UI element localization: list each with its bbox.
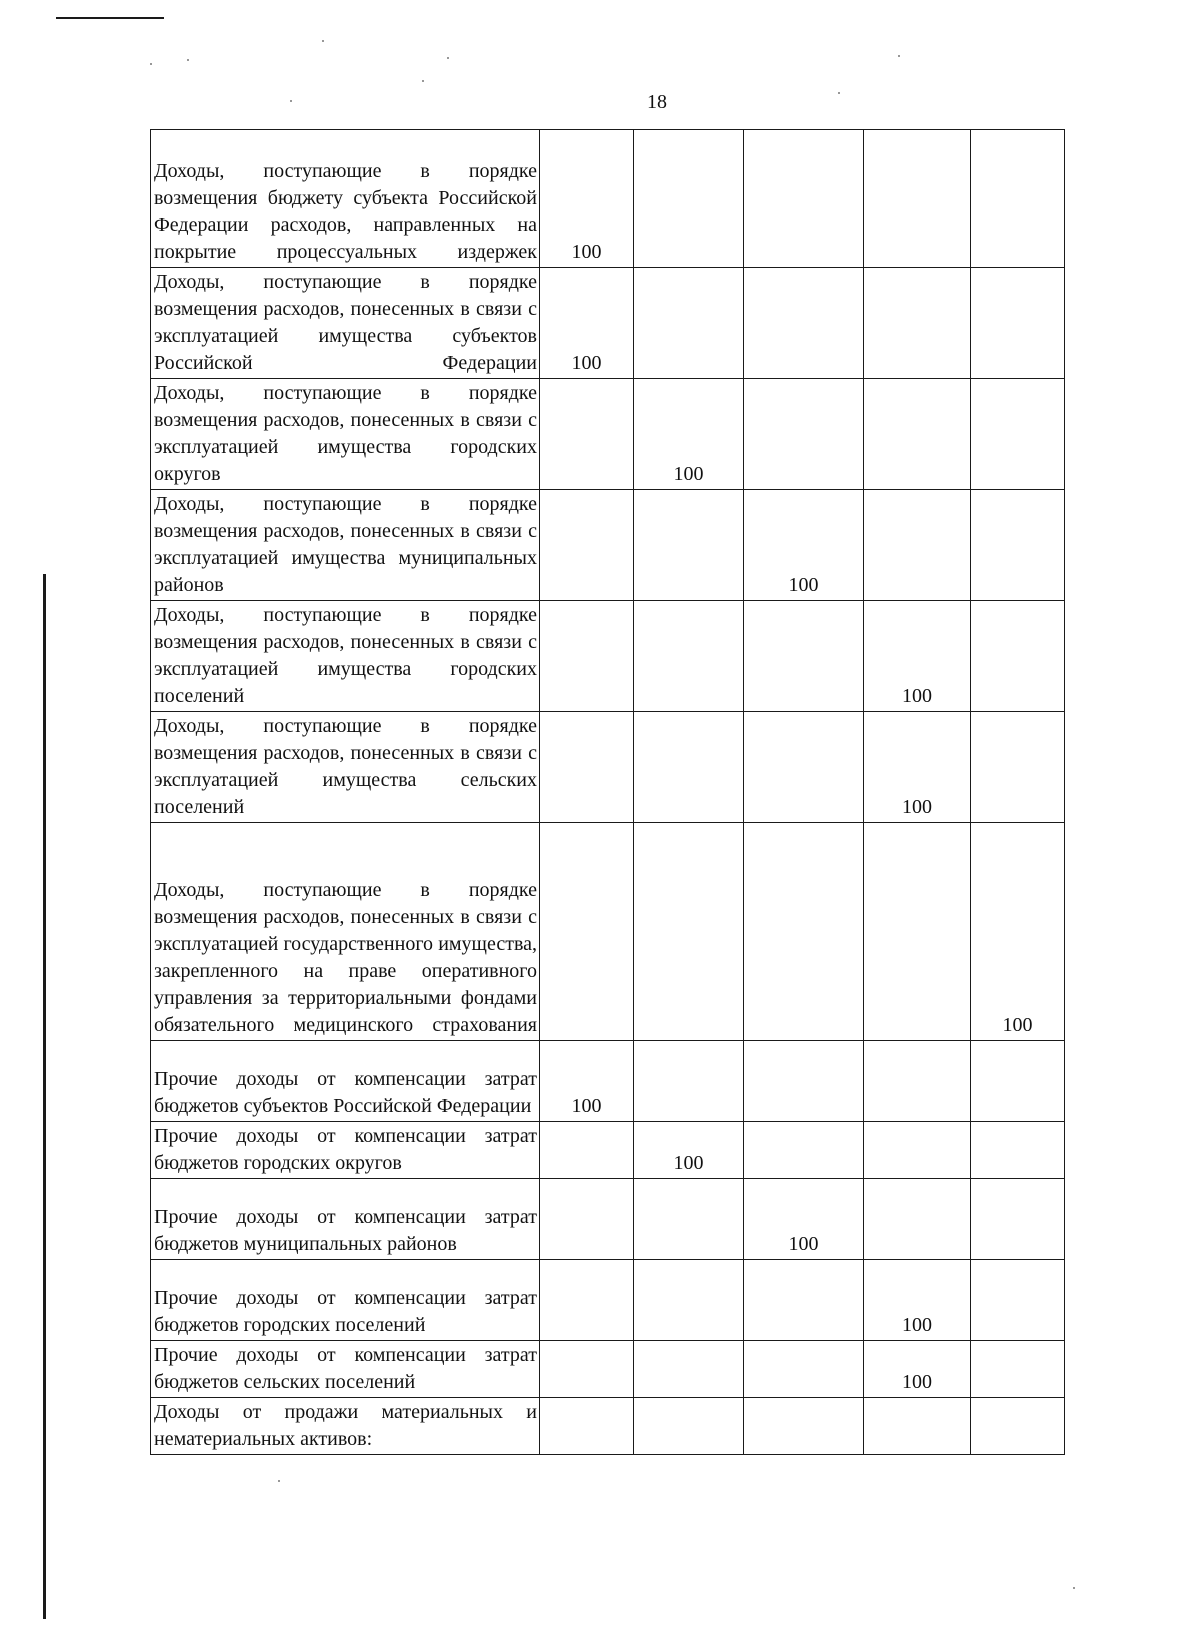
value-cell: [971, 1341, 1065, 1398]
value-cell: [540, 1260, 634, 1341]
scan-speck: [422, 80, 424, 82]
value-cell: [634, 490, 744, 601]
value-cell: [971, 268, 1065, 379]
value-cell: [540, 379, 634, 490]
table-row: [151, 1122, 1065, 1179]
value-cell: [971, 1179, 1065, 1260]
value-cell: 100: [971, 823, 1065, 1041]
value-cell: 100: [634, 379, 744, 490]
value-cell: [864, 1179, 971, 1260]
value-cell: [540, 1122, 634, 1179]
value-cell: 100: [540, 130, 634, 268]
scan-speck: [1073, 1587, 1075, 1589]
value-cell: [864, 823, 971, 1041]
value-cell: [540, 601, 634, 712]
value-cell: 100: [540, 1041, 634, 1122]
value-cell: [864, 1041, 971, 1122]
value-cell: [864, 1122, 971, 1179]
value-cell: [744, 823, 864, 1041]
page-number: 18: [647, 91, 667, 113]
value-cell: [634, 1341, 744, 1398]
row-description: Прочие доходы от компенсации затрат бюджетов муниципальных районов: [151, 1179, 540, 1260]
table-row: [151, 1179, 1065, 1260]
value-cell: [744, 1341, 864, 1398]
table-row: [151, 1260, 1065, 1341]
value-cell: [971, 379, 1065, 490]
value-cell: [744, 130, 864, 268]
value-cell: 100: [864, 712, 971, 823]
row-description: Прочие доходы от компенсации затрат бюджетов городских поселений: [151, 1260, 540, 1341]
table-row: [151, 823, 1065, 1041]
table-row: [151, 712, 1065, 823]
top-rule: [56, 17, 164, 19]
value-cell: [744, 268, 864, 379]
scan-speck: [838, 92, 840, 94]
value-cell: [971, 1398, 1065, 1455]
value-cell: [634, 712, 744, 823]
scan-speck: [150, 63, 152, 65]
value-cell: [971, 601, 1065, 712]
row-description: Прочие доходы от компенсации затрат бюджетов городских округов: [151, 1122, 540, 1179]
value-cell: [864, 490, 971, 601]
scan-speck: [447, 57, 449, 59]
table-row: [151, 1041, 1065, 1122]
row-description: Доходы, поступающие в порядке возмещения расходов, понесенных в связи с эксплуатацией имущества городских поселений: [151, 601, 540, 712]
value-cell: [634, 1179, 744, 1260]
value-cell: [540, 1341, 634, 1398]
table-row: [151, 601, 1065, 712]
value-cell: [540, 712, 634, 823]
value-cell: [864, 268, 971, 379]
row-description: Доходы, поступающие в порядке возмещения бюджету субъекта Российской Федерации расходов, направленных на покрытие процессуальных издержек: [151, 130, 540, 268]
value-cell: [744, 1041, 864, 1122]
value-cell: [634, 601, 744, 712]
value-cell: [540, 490, 634, 601]
scan-speck: [322, 40, 324, 42]
table-row: [151, 130, 1065, 268]
value-cell: [744, 1260, 864, 1341]
table-row: [151, 268, 1065, 379]
value-cell: [540, 823, 634, 1041]
table-row: [151, 1398, 1065, 1455]
value-cell: 100: [744, 1179, 864, 1260]
value-cell: 100: [864, 601, 971, 712]
value-cell: [634, 823, 744, 1041]
row-description: Доходы от продажи материальных и нематериальных активов:: [151, 1398, 540, 1455]
value-cell: [744, 379, 864, 490]
scan-speck: [290, 100, 292, 102]
scan-speck: [898, 55, 900, 57]
value-cell: [864, 130, 971, 268]
table-row: [151, 490, 1065, 601]
row-description: Доходы, поступающие в порядке возмещения расходов, понесенных в связи с эксплуатацией имущества сельских поселений: [151, 712, 540, 823]
table-row: [151, 379, 1065, 490]
value-cell: [634, 1260, 744, 1341]
scan-speck: [278, 1480, 280, 1482]
value-cell: [744, 1398, 864, 1455]
scan-speck: [187, 59, 189, 61]
value-cell: [971, 1122, 1065, 1179]
row-description: Прочие доходы от компенсации затрат бюджетов субъектов Российской Федерации: [151, 1041, 540, 1122]
value-cell: 100: [540, 268, 634, 379]
value-cell: [864, 1398, 971, 1455]
row-description: Доходы, поступающие в порядке возмещения расходов, понесенных в связи с эксплуатацией имущества городских округов: [151, 379, 540, 490]
value-cell: 100: [634, 1122, 744, 1179]
row-description: Доходы, поступающие в порядке возмещения расходов, понесенных в связи с эксплуатацией имущества муниципальных районов: [151, 490, 540, 601]
value-cell: 100: [864, 1341, 971, 1398]
value-cell: [634, 1041, 744, 1122]
value-cell: [540, 1398, 634, 1455]
row-description: Прочие доходы от компенсации затрат бюджетов сельских поселений: [151, 1341, 540, 1398]
value-cell: [634, 130, 744, 268]
value-cell: [971, 490, 1065, 601]
value-cell: [634, 1398, 744, 1455]
value-cell: [971, 1260, 1065, 1341]
row-description: Доходы, поступающие в порядке возмещения расходов, понесенных в связи с эксплуатацией имущества субъектов Российской Федерации: [151, 268, 540, 379]
value-cell: [634, 268, 744, 379]
revenue-sources-table: [150, 129, 1065, 1455]
value-cell: 100: [864, 1260, 971, 1341]
value-cell: [744, 1122, 864, 1179]
value-cell: [971, 712, 1065, 823]
left-margin-rule: [43, 574, 46, 1619]
value-cell: [744, 712, 864, 823]
value-cell: [540, 1179, 634, 1260]
value-cell: [744, 601, 864, 712]
value-cell: [864, 379, 971, 490]
value-cell: [971, 130, 1065, 268]
table-row: [151, 1341, 1065, 1398]
row-description: Доходы, поступающие в порядке возмещения расходов, понесенных в связи с эксплуатацией государственного имущества, закрепленного на праве оперативного управления за территориальными фондами обязательного медицинского страхования: [151, 823, 540, 1041]
value-cell: 100: [744, 490, 864, 601]
value-cell: [971, 1041, 1065, 1122]
